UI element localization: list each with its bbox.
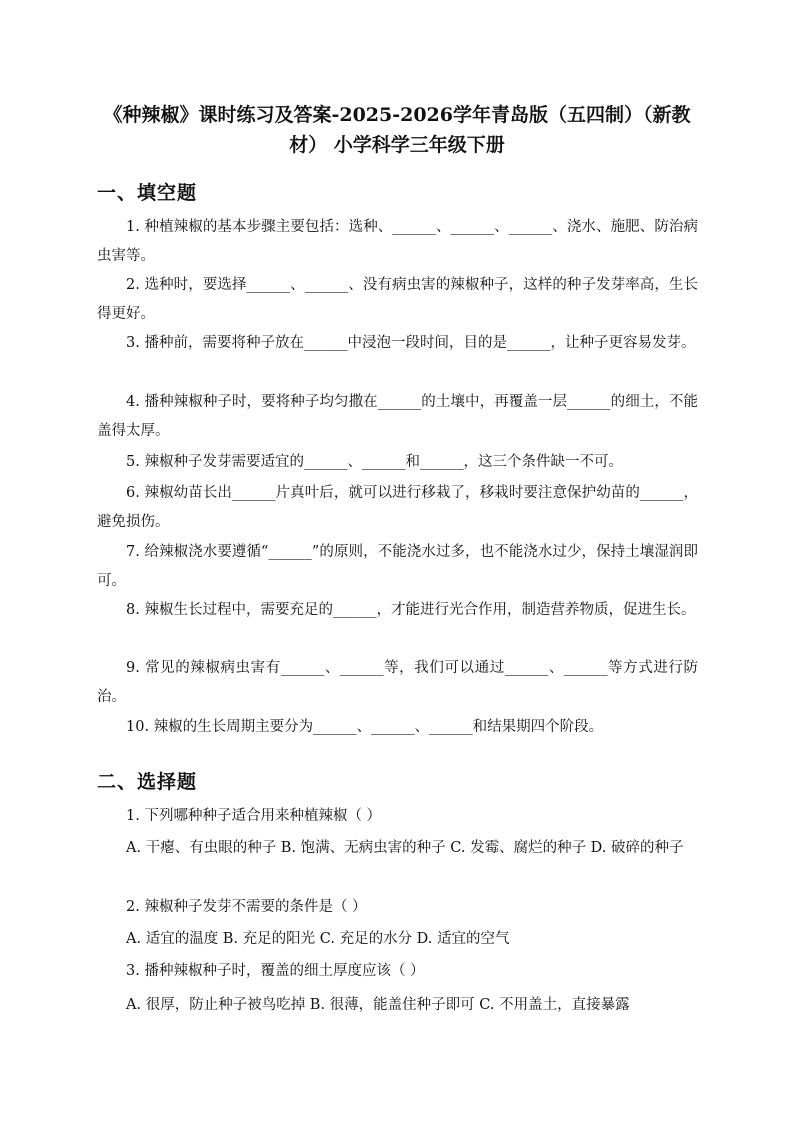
fill-question-8: 8. 辣椒生长过程中，需要充足的______，才能进行光合作用，制造营养物质，促进生长。 — [126, 602, 696, 618]
document-title: 《种辣椒》课时练习及答案-2025-2026学年青岛版（五四制）（新教材） 小学科学三年级下册 — [103, 104, 691, 156]
fill-question-2: 2. 选种时，要选择______、______、没有病虫害的辣椒种子，这样的种子发芽率高，生长得更好。 — [97, 277, 698, 322]
fill-question-4: 4. 播种辣椒种子时，要将种子均匀撒在______的土壤中，再覆盖一层______的细土，不能盖得太厚。 — [97, 394, 698, 439]
fill-question-6: 6. 辣椒幼苗长出______片真叶后，就可以进行移栽了，移栽时要注意保护幼苗的______，避免损伤。 — [97, 485, 698, 530]
fill-question-1: 1. 种植辣椒的基本步骤主要包括：选种、______、______、______、浇水、施肥、防治病虫害等。 — [97, 219, 698, 264]
choice-question-3-options: A. 很厚，防止种子被鸟吃掉 B. 很薄，能盖住种子即可 C. 不用盖土，直接暴露 — [126, 997, 630, 1013]
choice-question-2-options: A. 适宜的温度 B. 充足的阳光 C. 充足的水分 D. 适宜的空气 — [126, 931, 510, 947]
section-heading-choice: 二、选择题 — [97, 771, 198, 793]
choice-question-1-options: A. 干瘪、有虫眼的种子 B. 饱满、无病虫害的种子 C. 发霉、腐烂的种子 D. 破碎的种子 — [126, 840, 684, 856]
fill-question-7: 7. 给辣椒浇水要遵循“______”的原则，不能浇水过多，也不能浇水过少，保持土壤湿润即可。 — [97, 544, 698, 589]
section-heading-fill-in: 一、填空题 — [97, 182, 198, 204]
choice-question-2: 2. 辣椒种子发芽不需要的条件是（ ） — [126, 899, 367, 915]
choice-question-1: 1. 下列哪种种子适合用来种植辣椒（ ） — [126, 808, 382, 824]
fill-question-5: 5. 辣椒种子发芽需要适宜的______、______和______，这三个条件缺一不可。 — [126, 454, 623, 470]
choice-question-3: 3. 播种辣椒种子时，覆盖的细土厚度应该（ ） — [126, 963, 425, 979]
fill-question-3: 3. 播种前，需要将种子放在______中浸泡一段时间，目的是______，让种子更容易发芽。 — [126, 335, 696, 351]
fill-question-9: 9. 常见的辣椒病虫害有______、______等，我们可以通过______、______等方式进行防治。 — [97, 660, 698, 705]
fill-question-10: 10. 辣椒的生长周期主要分为______、______、______和结果期四个阶段。 — [126, 719, 604, 735]
